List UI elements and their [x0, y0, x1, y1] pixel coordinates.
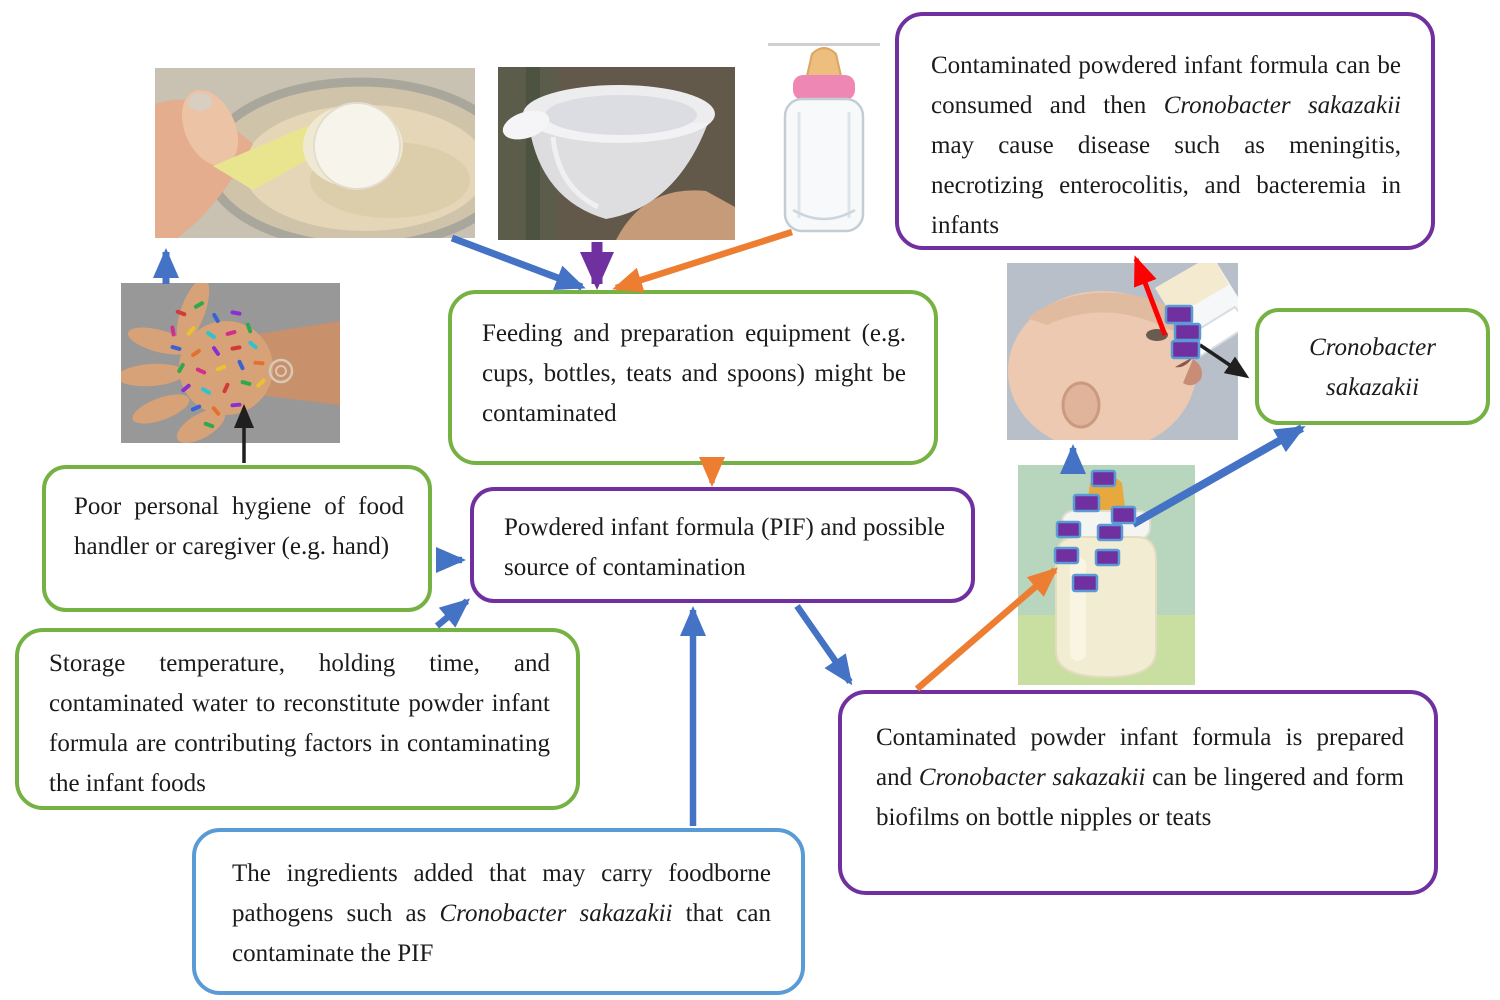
baby-feeding-photo — [1007, 263, 1238, 440]
storage-box — [15, 628, 580, 810]
scooping-photo — [155, 68, 475, 238]
baby-bottle-photo — [765, 42, 883, 240]
outcome-box-text: Contaminated powdered infant formula can be consumed and then Cronobacter sakazakii may cause disease such as meningitis, necrotizing enterocolitis, and bacteremia in infants — [931, 52, 1401, 239]
ingredients-box — [192, 828, 805, 995]
divider-line — [768, 43, 880, 46]
edge-storage-to-pif — [437, 601, 467, 626]
prepared-box — [838, 690, 1438, 895]
contaminated-hand-photo — [121, 283, 340, 443]
feeding-cup-photo — [498, 67, 735, 240]
outcome-box — [895, 12, 1435, 250]
edge-pif-to-prepared — [797, 606, 850, 682]
edge-bottle-to-equipment — [616, 232, 792, 288]
pif-box-text: Powdered infant formula (PIF) and possible source of contamination — [504, 514, 945, 581]
pif-box — [470, 487, 975, 603]
prepared-box-text: Contaminated powder infant formula is prepared and Cronobacter sakazakii can be lingered and form biofilms on bottle nipples or teats — [876, 724, 1404, 831]
hygiene-box-text: Poor personal hygiene of food handler or caregiver (e.g. hand) — [74, 493, 404, 560]
biofilm-bottle-photo — [1018, 465, 1195, 685]
storage-box-text: Storage temperature, holding time, and contaminated water to reconstitute powder infant formula are contributing factors in contaminating the infant foods — [49, 650, 550, 797]
bacteria-box — [1255, 308, 1490, 425]
edge-scoop-to-equipment — [452, 238, 582, 287]
ingredients-box-text: The ingredients added that may carry foodborne pathogens such as Cronobacter sakazakii that can contaminate the PIF — [232, 860, 771, 967]
equipment-box-text: Feeding and preparation equipment (e.g. cups, bottles, teats and spoons) might be contaminated — [482, 320, 906, 427]
hygiene-box — [42, 465, 432, 612]
equipment-box — [448, 290, 938, 465]
bacteria-box-text: Cronobacter sakazakii — [1309, 334, 1436, 401]
